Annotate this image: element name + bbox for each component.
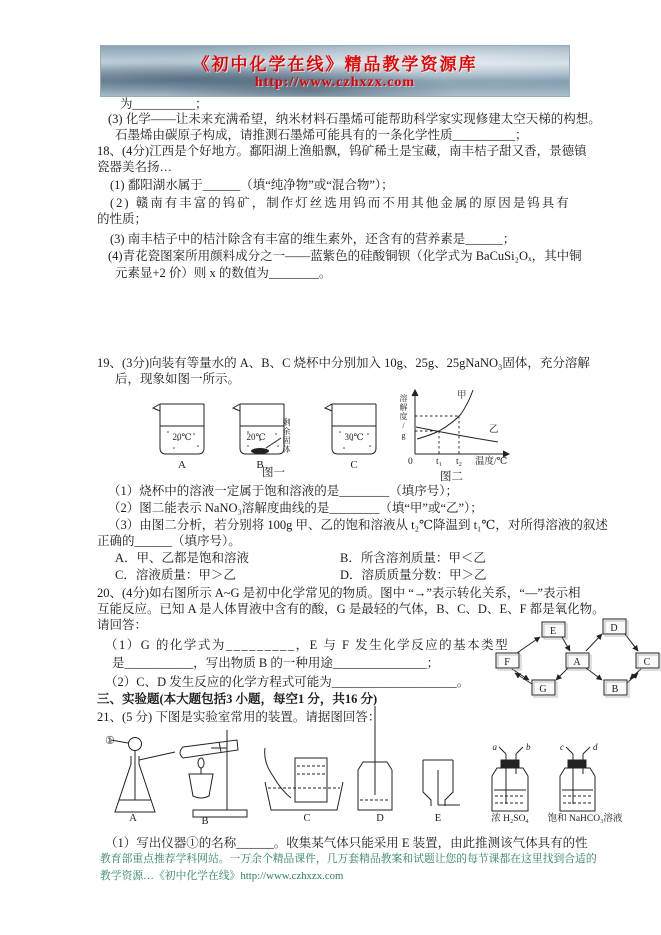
q21-stem: 21、(5 分) 下图是实验室常用的装置。请据图回答：	[97, 710, 381, 724]
q18-part3: (3) 南丰桔子中的桔汁除含有丰富的维生素外，还含有的营养素是______；	[110, 232, 516, 246]
svg-text:E: E	[549, 626, 557, 637]
q17-part3-line2: 石墨烯由碳原子构成，请推测石墨烯可能具有的一条化学性质__________；	[115, 128, 528, 142]
q19-part3-line2: 正确的______（填序号）。	[97, 534, 241, 548]
q19-part3-line1: （3）由图二分析，若分别将 100g 甲、乙的饱和溶液从 t₂℃降温到 t₁℃，对所得溶液的叙述	[108, 518, 608, 532]
beaker-a-label: A	[178, 459, 186, 471]
curve-jia-label: 甲	[457, 391, 467, 401]
svg-text:A: A	[573, 657, 581, 668]
node-A	[566, 653, 591, 670]
section3-heading: 三、实验题(本大题包括3 小题，每空1 分，共16 分)	[97, 692, 378, 706]
t1-tick: t₁	[436, 457, 442, 467]
q20-part1-line2: 是___________，写出物质 B 的一种用途_______________；	[112, 656, 440, 670]
beaker-b-label: B	[256, 459, 264, 471]
q20-part1-line1: （1）G 的化学式为_________，E 与 F 发生化学反应的基本类型	[105, 638, 510, 652]
circled-one-label: ①	[105, 735, 115, 747]
apparatus-e-label: E	[434, 813, 442, 824]
figure1-beakers	[148, 396, 383, 474]
q18-part2-line1: (2) 赣南有丰富的钨矿，制作灯丝选用钨而不用其他金属的原因是钨具有	[110, 196, 571, 210]
node-E	[542, 622, 567, 639]
svg-text:F: F	[504, 657, 510, 668]
figure2-caption: 图二	[440, 471, 463, 483]
beaker-a-temp: 20℃	[172, 432, 192, 442]
tube-c-label: c	[560, 742, 564, 752]
apparatus-a-label: A	[129, 813, 137, 824]
node-C	[636, 653, 661, 670]
x-axis-label: 温度/℃	[475, 457, 508, 467]
node-F	[496, 653, 521, 670]
q21-part1: （1）写出仪器①的名称______。收集某气体只能采用 E 装置，由此推测该气体具有的性	[105, 836, 588, 850]
svg-text:B: B	[611, 684, 619, 695]
apparatus-d-label: D	[376, 813, 384, 824]
svg-text:G: G	[539, 684, 547, 695]
beaker-b-temp: 20℃	[246, 432, 266, 442]
site-banner	[100, 45, 570, 97]
footer-line2: 教学资源…《初中化学在线》http://www.czhxzx.com	[100, 870, 344, 882]
q20-part2: （2）C、D 发生反应的化学方程式可能为____________________。	[105, 675, 470, 689]
q18-part4-line1: (4)青花瓷图案所用颜料成分之一——蓝紫色的硅酸铜钡（化学式为 BaCuSi₂Oₓ，其中铜	[108, 249, 582, 263]
q20-stem-line2: 互能反应。已知 A 是人体胃液中含有的酸，G 是最轻的气体，B、C、D、E、F 都是氧化物。	[97, 602, 605, 616]
figure1-caption: 图一	[262, 467, 285, 479]
residue-solid	[251, 448, 269, 454]
tube-d-label: d	[593, 742, 598, 752]
svg-text:C: C	[643, 657, 651, 668]
origin-label: 0	[408, 457, 413, 467]
q18-part2-line2: 的性质；	[97, 212, 148, 226]
y-axis-label: 溶解度/g	[399, 394, 408, 441]
q20-stem-line1: 20、(4分)如右图所示 A~G 是初中化学常见的物质。图中 “→”表示转化关系，“—”表示相	[97, 586, 581, 600]
q18-part1: (1) 鄱阳湖水属于______（填“纯净物”或“混合物”）；	[110, 178, 394, 192]
apparatus-c-label: C	[303, 813, 311, 824]
q17-blank-line: 为__________；	[120, 97, 208, 111]
tube-a-label: a	[492, 742, 497, 752]
beaker-c-temp: 30℃	[344, 432, 364, 442]
q17-part3-line1: (3) 化学——让未来充满希望，纳米材料石墨烯可能帮助科学家实现修建太空天梯的构想。	[108, 112, 601, 126]
q19-part2: （2）图二能表示 NaNO₃溶解度曲线的是________（填“甲”或“乙”）；	[108, 501, 483, 515]
q19-option-b: B．所含溶剂质量：甲＜乙	[340, 551, 486, 565]
node-B	[604, 680, 629, 697]
curve-yi-label: 乙	[489, 425, 499, 435]
q19-stem-line2: 后，现象如图一所示。	[115, 372, 241, 386]
q21-apparatus-figure	[95, 700, 661, 830]
residue-label: 剩余固体	[282, 418, 291, 454]
apparatus-b-label: B	[201, 816, 209, 827]
q18-stem-line1: 18、(4分)江西是个好地方。鄱阳湖上渔船飘，钨矿稀土是宝藏，南丰桔子甜又香，景德镇	[97, 144, 587, 158]
t2-tick: t₂	[456, 457, 462, 467]
q18-stem-line2: 瓷器美名扬…	[97, 160, 173, 174]
svg-text:D: D	[610, 623, 618, 634]
banner-title: 《初中化学在线》精品教学资源库	[192, 55, 478, 74]
tube-b-label: b	[526, 742, 531, 752]
figure2-solubility-graph	[395, 386, 515, 470]
q20-substance-diagram	[492, 612, 661, 712]
q19-stem-line1: 19、(3分)向装有等量水的 A、B、C 烧杯中分别加入 10g、25g、25gNaNO₃固体，充分溶解	[97, 356, 590, 370]
q18-part4-line2: 元素显+2 价）则 x 的数值为________。	[115, 266, 332, 280]
node-D	[603, 619, 628, 636]
wash-bottle2-caption: 饱和 NaHCO₃溶液	[547, 814, 623, 824]
q20-stem-line3: 请回答：	[97, 618, 148, 632]
q19-part1: （1）烧杯中的溶液一定属于饱和溶液的是________（填序号）；	[108, 484, 459, 498]
banner-url[interactable]: http://www.czhxzx.com	[254, 75, 416, 90]
q19-option-d: D．溶质质量分数：甲＞乙	[340, 568, 487, 582]
beaker-c-label: C	[350, 459, 358, 471]
wash-bottle1-caption: 浓 H₂SO₄	[491, 814, 529, 824]
q19-option-a: A．甲、乙都是饱和溶液	[115, 551, 250, 565]
footer-line1: 教育部重点推荐学科网站。一万余个精品课件，几万套精品教案和试题让您的每节课都在这里找到合适的	[100, 853, 597, 865]
node-G	[532, 680, 557, 697]
q19-option-c: C．溶液质量：甲＞乙	[115, 568, 236, 582]
